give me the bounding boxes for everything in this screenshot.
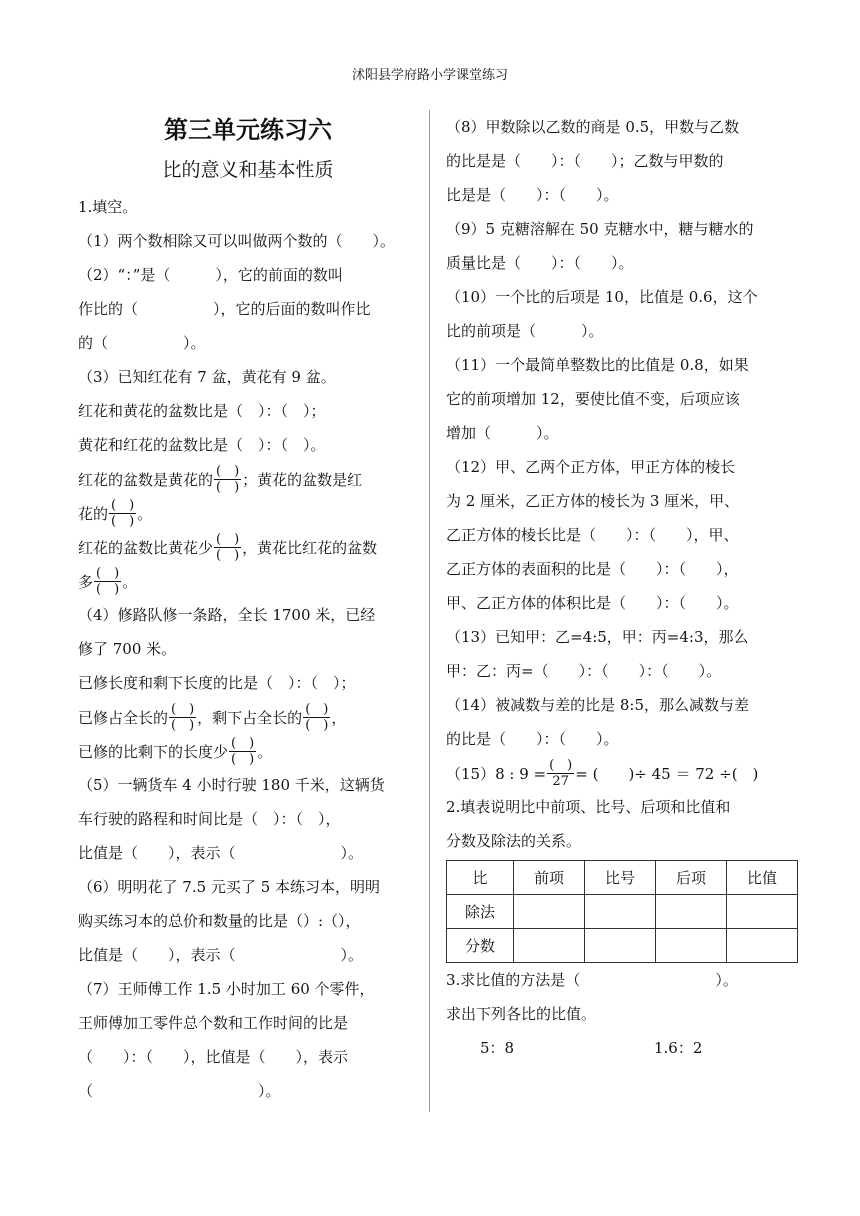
question-3-line-b: 求出下列各比的比值。 — [446, 1005, 597, 1023]
text: 多 — [78, 572, 94, 591]
question-1-9-line-b: 质量比是（ ）：（ ）。 — [446, 254, 634, 272]
fraction-denominator-blank: ( ) — [111, 513, 135, 529]
text: ，剩下占全长的 — [197, 708, 303, 727]
question-1-6-line-a: （6）明明花了 7.5 元买了 5 本练习本，明明 — [78, 878, 381, 896]
question-2-line-a: 2.填表说明比中前项、比号、后项和比值和 — [446, 798, 731, 816]
table-header-row — [447, 861, 798, 895]
right-column — [446, 110, 791, 1065]
fraction-blank — [94, 566, 121, 597]
question-1-1: （1）两个数相除又可以叫做两个数的（ ）。 — [78, 232, 396, 250]
fraction-numerator-blank: ( ) — [305, 701, 329, 717]
question-1-2-line-a: （2）“：”是（ ），它的前面的数叫 — [78, 266, 343, 284]
ratio-item: 5：8 — [480, 1039, 515, 1057]
question-1-6-line-b: 购买练习本的总价和数量的比是（）:（）， — [78, 912, 361, 930]
text: 。 — [122, 572, 138, 591]
fraction-denominator-blank: ( ) — [96, 581, 120, 597]
question-1-9-line-a: （9）5 克糖溶解在 50 克糖水中，糖与糖水的 — [446, 220, 754, 238]
table-header-cell: 比号 — [585, 861, 656, 895]
question-1-5-line-a: （5）一辆货车 4 小时行驶 180 千米，这辆货 — [78, 776, 385, 794]
table-cell — [514, 929, 585, 963]
fraction-blank — [229, 736, 256, 767]
fraction-denominator-blank: ( ) — [216, 479, 240, 495]
fraction-numerator-blank: ( ) — [216, 531, 240, 547]
table-cell — [727, 895, 798, 929]
question-1-4-line-a: （4）修路队修一条路，全长 1700 米，已经 — [78, 606, 376, 624]
fraction-blank — [214, 464, 241, 495]
question-1-13-line-b: 甲：乙：丙=（ ）：（ ）：（ ）。 — [446, 662, 722, 680]
question-1-12-line-c: 乙正方体的棱长比是（ ）：（ ），甲、 — [446, 526, 739, 544]
question-2-line-b: 分数及除法的关系。 — [446, 832, 582, 850]
question-1-6-line-c: 比值是（ ），表示（ ）。 — [78, 946, 364, 964]
question-1-4-line-d — [78, 700, 418, 734]
text: 花的 — [78, 504, 109, 523]
table-row-label: 分数 — [447, 929, 514, 963]
fraction-denominator-blank: ( ) — [216, 547, 240, 563]
question-1-3-line-c: 黄花和红花的盆数比是（ ）：（ ）。 — [78, 436, 326, 454]
page-title: 第三单元练习六 — [164, 116, 332, 144]
text: ， — [331, 708, 347, 727]
question-1-3-line-f — [78, 530, 418, 564]
question-1-14-line-b: 的比是（ ）：（ ）。 — [446, 730, 619, 748]
question-1-4-line-c: 已修长度和剩下长度的比是（ ）：（ ）； — [78, 674, 356, 692]
left-column — [78, 110, 418, 1108]
page-subtitle: 比的意义和基本性质 — [162, 159, 334, 181]
table-header-cell: 比 — [447, 861, 514, 895]
fraction-denominator-blank: ( ) — [305, 717, 329, 733]
question-1-4-line-b: 修了 700 米。 — [78, 640, 177, 658]
text: 红花的盆数是黄花的 — [78, 470, 214, 489]
fraction-blank — [169, 702, 196, 733]
ratio-relation-table — [446, 860, 798, 963]
question-1-8-line-b: 的比是是（ ）：（ ）；乙数与甲数的 — [446, 152, 724, 170]
question-1-3-line-d — [78, 462, 418, 496]
table-header-cell: 比值 — [727, 861, 798, 895]
table-row — [447, 929, 798, 963]
question-1-3-line-g — [78, 564, 418, 598]
question-1-3-line-e — [78, 496, 418, 530]
column-divider — [429, 110, 430, 1112]
question-1-12-line-b: 为 2 厘米，乙正方体的棱长为 3 厘米，甲、 — [446, 492, 740, 510]
question-1-2-line-b: 作比的（ ），它的后面的数叫作比 — [78, 300, 371, 318]
question-1-5-line-c: 比值是（ ），表示（ ）。 — [78, 844, 364, 862]
question-1-3-line-b: 红花和黄花的盆数比是（ ）：（ ）； — [78, 402, 326, 420]
table-cell — [656, 929, 727, 963]
text: （15）8 : 9 = — [446, 764, 547, 783]
text: 已修占全长的 — [78, 708, 169, 727]
text: 。 — [257, 742, 273, 761]
question-1-11-line-b: 它的前项增加 12，要使比值不变，后项应该 — [446, 390, 740, 408]
question-1-2-line-c: 的（ ）。 — [78, 334, 206, 352]
table-cell — [585, 895, 656, 929]
table-cell — [727, 929, 798, 963]
question-3-line-a: 3.求比值的方法是（ ）。 — [446, 971, 738, 989]
fraction-numerator-blank: ( ) — [111, 497, 135, 513]
fraction-numerator-blank: ( ) — [216, 463, 240, 479]
fraction-numerator-blank: ( ) — [549, 757, 573, 773]
table-cell — [656, 895, 727, 929]
question-1-13-line-a: （13）已知甲：乙=4:5，甲：丙=4:3，那么 — [446, 628, 749, 646]
fraction-blank — [547, 758, 574, 789]
question-1-4-line-e — [78, 734, 418, 768]
question-1-12-line-d: 乙正方体的表面积的比是（ ）：（ ）， — [446, 560, 739, 578]
fraction-blank — [214, 532, 241, 563]
question-1-7-line-c: （ ）：（ ），比值是（ ），表示 — [78, 1048, 349, 1066]
page-header: 沭阳县学府路小学课堂练习 — [351, 68, 508, 83]
question-1-5-line-b: 车行驶的路程和时间比是（ ）：（ ）， — [78, 810, 341, 828]
text: 红花的盆数比黄花少 — [78, 538, 214, 557]
fraction-blank — [303, 702, 330, 733]
question-1-10-line-b: 比的前项是（ ）。 — [446, 322, 604, 340]
text: ；黄花的盆数是红 — [242, 470, 363, 489]
fraction-blank — [109, 498, 136, 529]
text: 已修的比剩下的长度少 — [78, 742, 229, 761]
question-1-12-line-e: 甲、乙正方体的体积比是（ ）：（ ）。 — [446, 594, 739, 612]
question-1-heading: 1.填空。 — [78, 198, 138, 216]
ratio-item: 1.6：2 — [654, 1039, 703, 1057]
table-row-label: 除法 — [447, 895, 514, 929]
fraction-numerator-blank: ( ) — [96, 565, 120, 581]
question-1-14-line-a: （14）被减数与差的比是 8:5，那么减数与差 — [446, 696, 749, 714]
question-1-11-line-a: （11）一个最简单整数比的比值是 0.8，如果 — [446, 356, 749, 374]
fraction-denominator-blank: ( ) — [171, 717, 195, 733]
question-1-10-line-a: （10）一个比的后项是 10，比值是 0.6，这个 — [446, 288, 758, 306]
question-1-12-line-a: （12）甲、乙两个正方体，甲正方体的棱长 — [446, 458, 736, 476]
fraction-numerator-blank: ( ) — [231, 735, 255, 751]
question-1-3-line-a: （3）已知红花有 7 盆，黄花有 9 盆。 — [78, 368, 336, 386]
text: ，黄花比红花的盆数 — [242, 538, 378, 557]
fraction-numerator-blank: ( ) — [171, 701, 195, 717]
question-1-15 — [446, 756, 791, 790]
question-1-11-line-c: 增加（ ）。 — [446, 424, 559, 442]
table-header-cell: 前项 — [514, 861, 585, 895]
text: = ( )÷ 45 ＝ 72 ÷( ) — [575, 764, 759, 783]
ratio-exercises — [446, 1031, 791, 1065]
fraction-denominator: 27 — [552, 773, 569, 789]
text: 。 — [137, 504, 153, 523]
question-1-7-line-a: （7）王师傅工作 1.5 小时加工 60 个零件， — [78, 980, 375, 998]
table-header-cell: 后项 — [656, 861, 727, 895]
fraction-denominator-blank: ( ) — [231, 751, 255, 767]
question-1-7-line-b: 王师傅加工零件总个数和工作时间的比是 — [78, 1014, 349, 1032]
question-1-7-line-d: （ ）。 — [78, 1082, 281, 1100]
question-1-8-line-c: 比是是（ ）：（ ）。 — [446, 186, 619, 204]
table-row — [447, 895, 798, 929]
table-cell — [585, 929, 656, 963]
table-cell — [514, 895, 585, 929]
question-1-8-line-a: （8）甲数除以乙数的商是 0.5，甲数与乙数 — [446, 118, 740, 136]
